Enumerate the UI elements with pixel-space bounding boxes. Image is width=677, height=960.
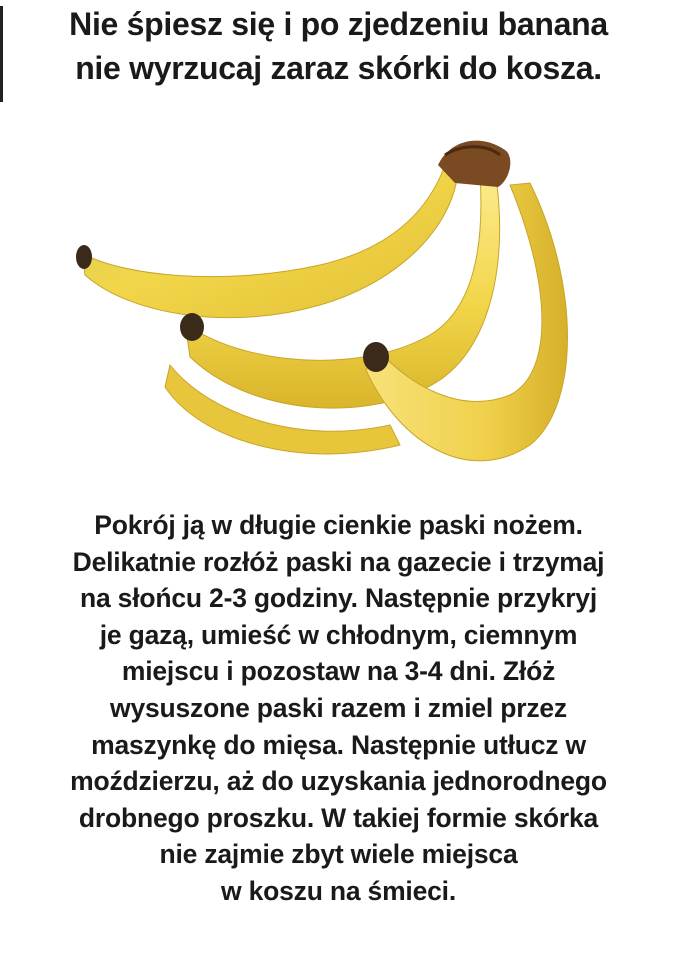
body-line-2: Delikatnie rozłóż paski na gazecie i trzymaj [72,546,605,577]
body-line-8: moździerzu, aż do uzyskania jednorodnego [70,766,607,797]
body-line-11: w koszu na śmieci. [221,875,456,906]
body-line-9: drobnego proszku. W takiej formie skórka [78,802,599,833]
banana-back [82,165,458,318]
body-line-1: Pokrój ją w długie cienkie paski nożem. [94,510,583,540]
body-line-3: na słońcu 2-3 godziny. Następnie przykryj [79,583,598,614]
body-line-7: maszynkę do mięsa. Następnie utłucz w [91,729,586,760]
body-line-10: nie zajmie zbyt wiele miejsca [159,839,518,870]
headline-line-2: nie wyrzucaj zaraz skórki do kosza. [75,50,602,86]
body-line-6: wysuszone paski razem i zmiel przez [110,692,567,723]
headline [0,2,677,90]
banana-bunch-icon [60,125,600,485]
headline-line-1: Nie śpiesz się i po zjedzeniu banana [69,6,608,42]
body-line-4: je gazą, umieść w chłodnym, ciemnym [99,619,578,650]
body-line-5: miejscu i pozostaw na 3-4 dni. Złóż [121,656,556,687]
instructions-text [0,507,677,910]
